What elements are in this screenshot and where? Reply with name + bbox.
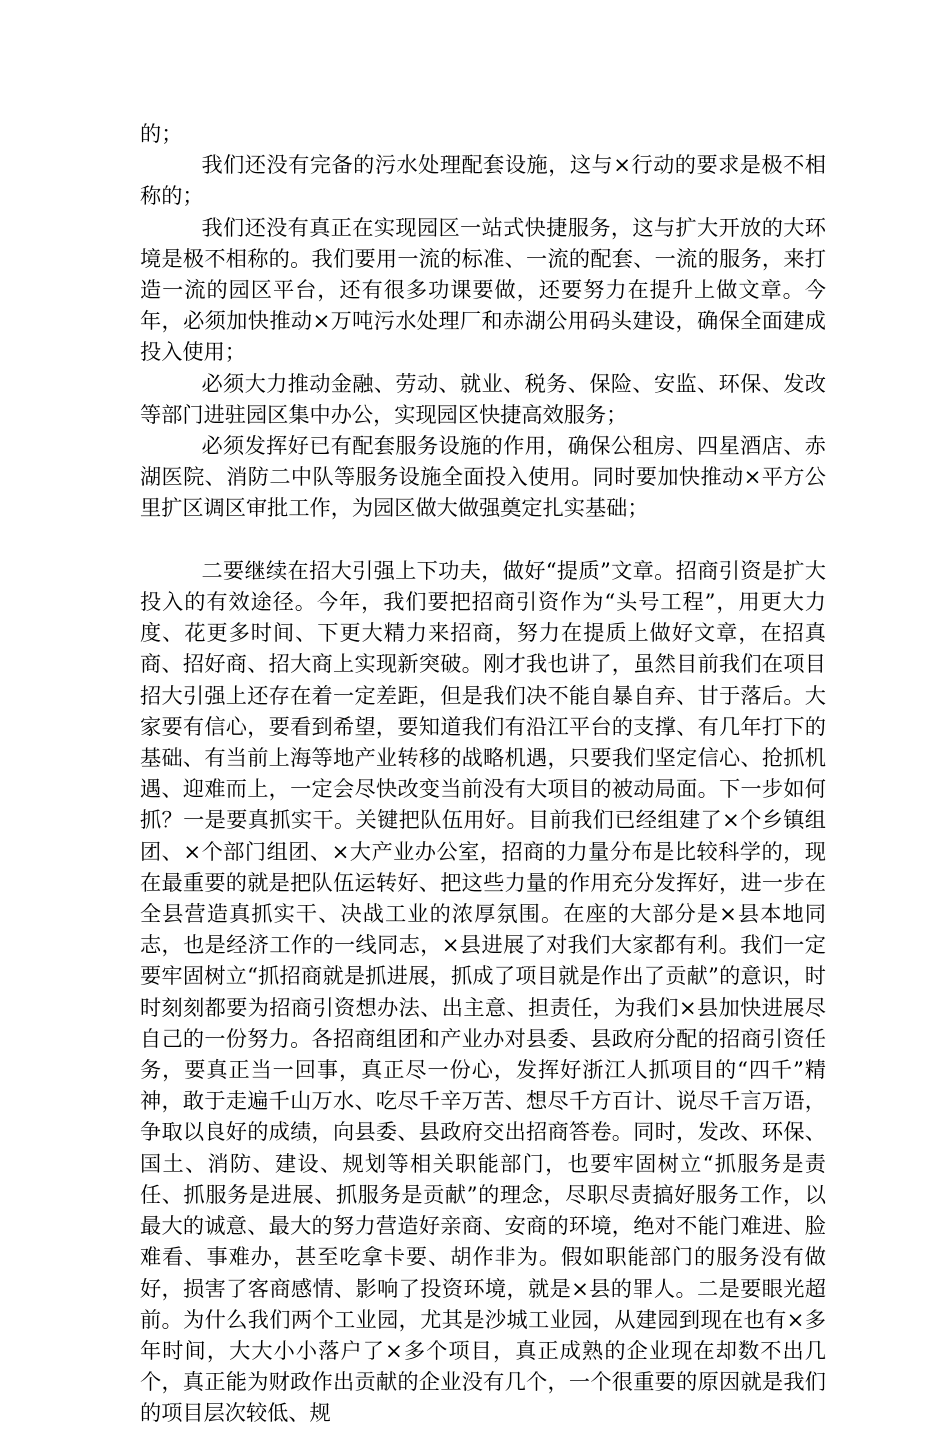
document-page [140, 118, 826, 1429]
paragraph-6: 二要继续在招大引强上下功夫，做好“提质”文章。招商引资是扩大投入的有效途径。今年，我们要把招商引资作为“头号工程”，用更大力度、花更多时间、下更大精力来招商，努力在提质上做好文章，在招真商、招好商、招大商上实现新突破。刚才我也讲了，虽然目前我们在项目招大引强上还存在着一定差距，但是我们决不能自暴自弃、甘于落后。大家要有信心，要看到希望，要知道我们有沿江平台的支撑、有几年打下的基础、有当前上海等地产业转移的战略机遇，只要我们坚定信心、抢抓机遇、迎难而上，一定会尽快改变当前没有大项目的被动局面。下一步如何抓？一是要真抓实干。关键把队伍用好。目前我们已经组建了×个乡镇组团、×个部门组团、×大产业办公室，招商的力量分布是比较科学的，现在最重要的就是把队伍运转好、把这些力量的作用充分发挥好，进一步在全县营造真抓实干、决战工业的浓厚氛围。在座的大部分是×县本地同志，也是经济工作的一线同志，×县进展了对我们大家都有利。我们一定要牢固树立“抓招商就是抓进展，抓成了项目就是作出了贡献”的意识，时时刻刻都要为招商引资想办法、出主意、担责任，为我们×县加快进展尽自己的一份努力。各招商组团和产业办对县委、县政府分配的招商引资任务，要真正当一回事，真正尽一份心，发挥好浙江人抓项目的“四千”精神，敢于走遍千山万水、吃尽千辛万苦、想尽千方百计、说尽千言万语，争取以良好的成绩，向县委、县政府交出招商答卷。同时，发改、环保、国土、消防、建设、规划等相关职能部门，也要牢固树立“抓服务是责任、抓服务是进展、抓服务是贡献”的理念，尽职尽责搞好服务工作，以最大的诚意、最大的努力营造好亲商、安商的环境，绝对不能门难进、脸难看、事难办，甚至吃拿卡要、胡作非为。假如职能部门的服务没有做好，损害了客商感情、影响了投资环境，就是×县的罪人。二是要眼光超前。为什么我们两个工业园，尤其是沙城工业园，从建园到现在也有×多年时间，大大小小落户了×多个项目，真正成熟的企业现在却数不出几个，真正能为财政作出贡献的企业没有几个，一个很重要的原因就是我们的项目层次较低、规 [140, 557, 826, 1426]
paragraph-1: 的； [140, 121, 183, 146]
paragraph-spacer [140, 524, 826, 555]
paragraph-3: 我们还没有真正在实现园区一站式快捷服务，这与扩大开放的大环境是极不相称的。我们要用一流的标准、一流的配套、一流的服务，来打造一流的园区平台，还有很多功课要做，还要努力在提升上做文章。今年，必须加快推动×万吨污水处理厂和赤湖公用码头建设，确保全面建成投入使用； [140, 214, 826, 365]
paragraph-4: 必须大力推动金融、劳动、就业、税务、保险、安监、环保、发改等部门进驻园区集中办公，实现园区快捷高效服务； [140, 370, 826, 427]
paragraph-2: 我们还没有完备的污水处理配套设施，这与×行动的要求是极不相称的； [140, 152, 826, 209]
paragraph-5: 必须发挥好已有配套服务设施的作用，确保公租房、四星酒店、赤湖医院、消防二中队等服务设施全面投入使用。同时要加快推动×平方公里扩区调区审批工作，为园区做大做强奠定扎实基础； [140, 433, 826, 521]
